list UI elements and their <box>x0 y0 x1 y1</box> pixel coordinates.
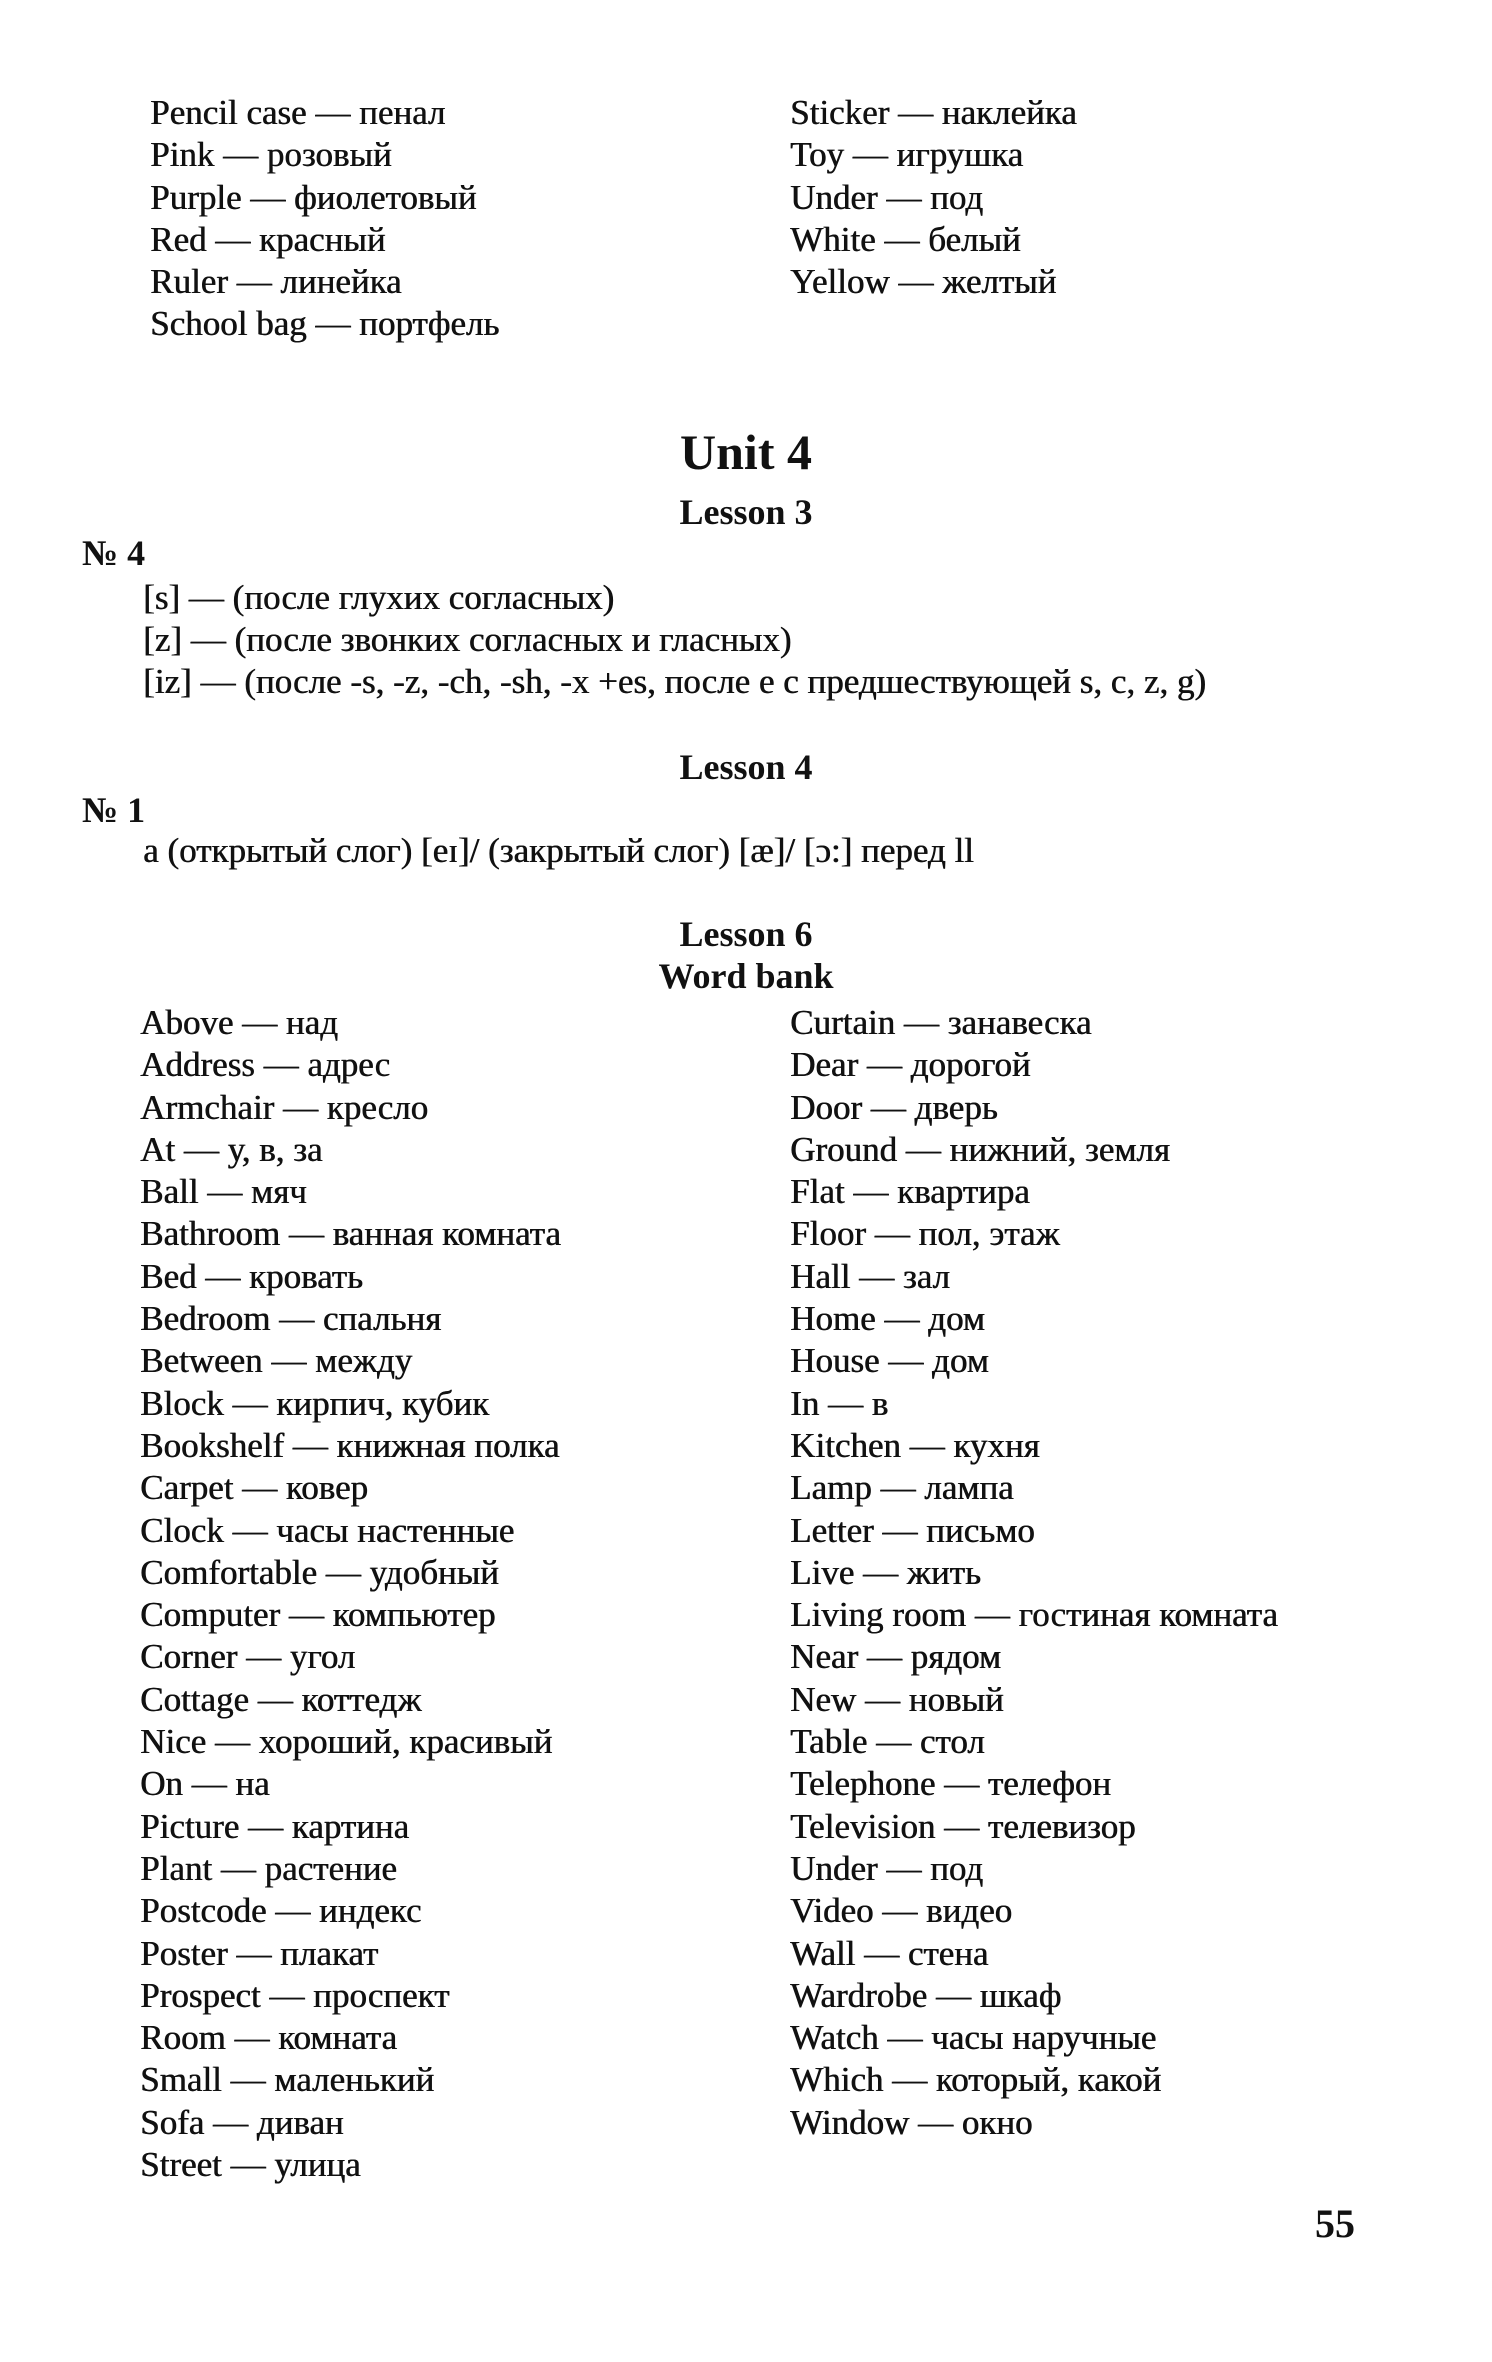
word-entry: Under — под <box>790 177 983 217</box>
word-entry: Yellow — желтый <box>790 262 1057 302</box>
word-entry: Street — улица <box>140 2145 361 2185</box>
word-entry: Wall — стена <box>790 1933 989 1973</box>
word-entry: Video — видео <box>790 1891 1013 1931</box>
lesson-3-title: Lesson 3 <box>679 492 813 532</box>
word-entry: Watch — часы наручные <box>790 2018 1157 2058</box>
unit-title: Unit 4 <box>680 424 812 480</box>
word-entry: Poster — плакат <box>140 1933 379 1973</box>
word-entry: Armchair — кресло <box>140 1087 429 1127</box>
word-entry: Television — телевизор <box>790 1806 1136 1846</box>
exercise-number: № 1 <box>82 790 146 830</box>
word-entry: Pencil case — пенал <box>150 93 446 132</box>
word-entry: Telephone — телефон <box>790 1764 1111 1804</box>
word-entry: Block — кирпич, кубик <box>140 1383 489 1423</box>
word-entry: Ruler — линейка <box>150 262 402 302</box>
lesson-6-title: Lesson 6 <box>679 914 813 954</box>
word-entry: On — на <box>140 1764 270 1804</box>
word-entry: Postcode — индекс <box>140 1891 422 1931</box>
word-entry: Ground — нижний, земля <box>790 1129 1170 1169</box>
word-entry: Clock — часы настенные <box>140 1510 515 1550</box>
word-entry: Bookshelf — книжная полка <box>140 1425 560 1465</box>
word-entry: Address — адрес <box>140 1045 390 1085</box>
word-entry: Small — маленький <box>140 2060 435 2100</box>
word-entry: Lamp — лампа <box>790 1468 1014 1508</box>
top-words-right-column <box>790 92 1077 303</box>
word-entry: At — у, в, за <box>140 1129 323 1169</box>
word-entry: Cottage — коттедж <box>140 1679 422 1719</box>
word-entry: Comfortable — удобный <box>140 1552 499 1592</box>
word-entry: Bathroom — ванная комната <box>140 1214 561 1254</box>
word-entry: Bedroom — спальня <box>140 1299 442 1339</box>
word-entry: Wardrobe — шкаф <box>790 1975 1062 2015</box>
word-entry: Letter — письмо <box>790 1510 1035 1550</box>
top-words-left-column <box>150 92 499 346</box>
word-entry: House — дом <box>790 1341 989 1381</box>
word-entry: Live — жить <box>790 1552 981 1592</box>
word-entry: Ball — мяч <box>140 1172 307 1212</box>
word-entry: Home — дом <box>790 1299 985 1339</box>
word-entry: Living room — гостиная комната <box>790 1595 1278 1635</box>
page-number: 55 <box>1315 2201 1355 2246</box>
exercise-number: № 4 <box>82 533 146 573</box>
word-bank-right-column <box>790 1002 1278 2144</box>
word-entry: In — в <box>790 1383 889 1423</box>
word-entry: Nice — хороший, красивый <box>140 1722 553 1762</box>
word-entry: Dear — дорогой <box>790 1045 1031 1085</box>
word-entry: Near — рядом <box>790 1637 1001 1677</box>
word-entry: Flat — квартира <box>790 1172 1030 1212</box>
word-entry: Sofa — диван <box>140 2102 344 2142</box>
phonetic-rule-line: [s] — (после глухих согласных) <box>143 578 615 617</box>
word-entry: Bed — кровать <box>140 1256 363 1296</box>
word-entry: Between — между <box>140 1341 413 1381</box>
word-entry: Hall — зал <box>790 1256 950 1296</box>
word-entry: Purple — фиолетовый <box>150 177 477 217</box>
word-entry: Under — под <box>790 1848 983 1888</box>
word-bank-left-column <box>140 1002 561 2186</box>
vowel-rule-line: a (открытый слог) [eɪ]/ (закрытый слог) [æ]/ [ɔ:] перед ll <box>143 831 974 870</box>
word-entry: Table — стол <box>790 1722 985 1762</box>
lesson-4-title: Lesson 4 <box>679 747 813 787</box>
word-entry: White — белый <box>790 219 1021 259</box>
word-entry: Red — красный <box>150 219 386 259</box>
phonetic-rule-line: [z] — (после звонких согласных и гласных) <box>143 620 792 659</box>
word-entry: New — новый <box>790 1679 1004 1719</box>
word-entry: Pink — розовый <box>150 135 392 175</box>
word-entry: Prospect — проспект <box>140 1975 450 2015</box>
word-entry: Computer — компьютер <box>140 1595 496 1635</box>
word-entry: Above — над <box>140 1003 338 1042</box>
word-entry: Door — дверь <box>790 1087 998 1127</box>
word-entry: Kitchen — кухня <box>790 1425 1040 1465</box>
word-entry: Picture — картина <box>140 1806 409 1846</box>
word-entry: Toy — игрушка <box>790 135 1024 175</box>
word-entry: Floor — пол, этаж <box>790 1214 1060 1254</box>
word-entry: Sticker — наклейка <box>790 93 1077 132</box>
word-entry: Corner — угол <box>140 1637 356 1677</box>
word-entry: Room — комната <box>140 2018 397 2058</box>
word-entry: Curtain — занавеска <box>790 1003 1092 1042</box>
phonetic-rule-line: [iz] — (после -s, -z, -ch, -sh, -x +es, после e с предшествующей s, c, z, g) <box>143 662 1206 701</box>
word-entry: Window — окно <box>790 2102 1033 2142</box>
word-entry: Plant — растение <box>140 1848 397 1888</box>
word-entry: Which — который, какой <box>790 2060 1162 2100</box>
word-bank-title: Word bank <box>658 956 834 996</box>
word-entry: School bag — портфель <box>150 304 500 344</box>
word-entry: Carpet — ковер <box>140 1468 368 1508</box>
